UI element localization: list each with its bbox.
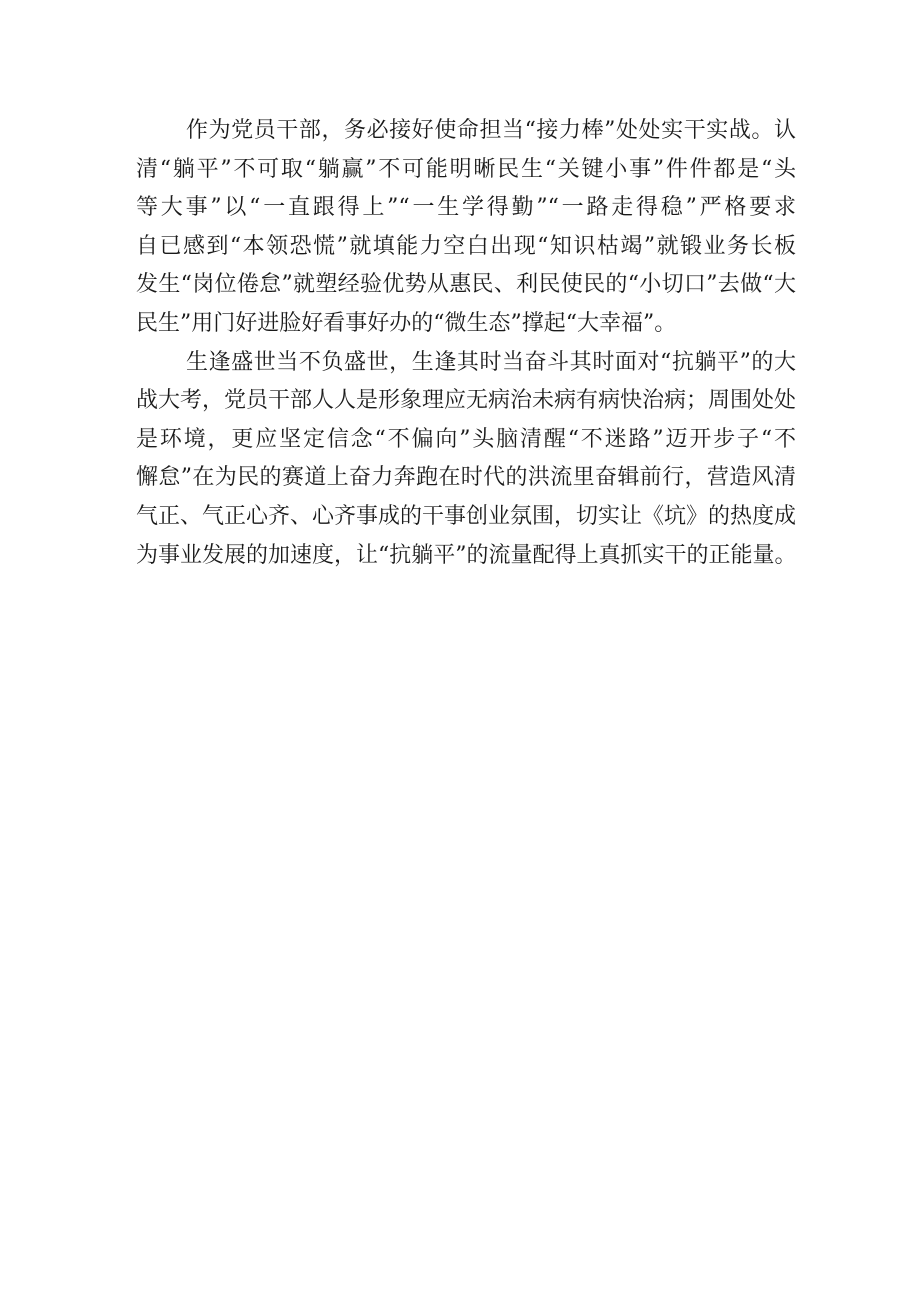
- text-line: 发生“岗位倦怠”就塑经验优势从惠民、利民使民的“小切口”去做“大: [136, 272, 796, 298]
- text-line: 是环境，更应坚定信念“不偏向”头脑清醒“不迷路”迈开步子“不: [136, 426, 796, 452]
- text-line: 等大事”以“一直跟得上”“一生学得勤”“一路走得稳”严格要求: [136, 195, 796, 221]
- text-line: 战大考，党员干部人人是形象理应无病治未病有病快治病；周围处处: [136, 388, 797, 414]
- text-line: 自已感到“本领恐慌”就填能力空白出现“知识枯竭”就锻业务长板: [136, 233, 796, 259]
- paragraph-1: [136, 112, 796, 344]
- paragraph-2: [136, 344, 796, 576]
- text-line: 气正、气正心齐、心齐事成的干事创业氛围，切实让《坑》的热度成: [136, 503, 797, 529]
- text-line: 作为党员干部，务必接好使命担当“接力棒”处处实干实战。认: [186, 118, 796, 143]
- document-body: [136, 112, 796, 575]
- text-line: 为事业发展的加速度，让“抗躺平”的流量配得上真抓实干的正能量。: [136, 542, 797, 568]
- text-line: 清“躺平”不可取“躺赢”不可能明晰民生“关键小事”件件都是“头: [136, 156, 796, 182]
- text-line: 民生”用门好进脸好看事好办的“微生态”撑起“大幸福”。: [136, 310, 677, 336]
- text-line: 懈怠”在为民的赛道上奋力奔跑在时代的洪流里奋辑前行，营造风清: [136, 465, 796, 491]
- text-line: 生逢盛世当不负盛世，生逢其时当奋斗其时面对“抗躺平”的大: [186, 349, 796, 375]
